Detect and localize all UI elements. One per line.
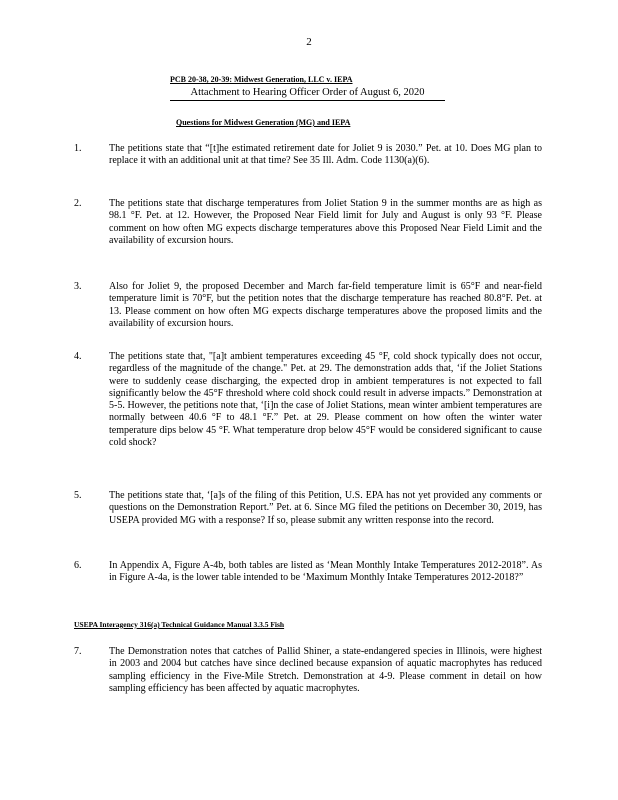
question-item <box>74 351 544 449</box>
question-item <box>74 560 544 585</box>
question-number: 5. <box>74 490 82 501</box>
question-text: In Appendix A, Figure A-4b, both tables are listed as ‘Mean Monthly Intake Temperatures 2012-2018”. As in Figure A-4a, is the lower table intended to be ‘Maximum Monthly Intake Temperatures 2012-2018?” <box>109 560 542 584</box>
page-number: 2 <box>306 36 312 48</box>
attachment-title: Attachment to Hearing Officer Order of August 6, 2020 <box>170 87 445 101</box>
questions-heading: Questions for Midwest Generation (MG) and IEPA <box>176 118 351 127</box>
question-number: 4. <box>74 351 82 362</box>
question-item <box>74 281 544 330</box>
question-text: The petitions state that, ‘[a]s of the filing of this Petition, U.S. EPA has not yet provided any comments or questions on the Demonstration Report.” Pet. at 6. Since MG filed the petitions on December 30, 2019, has USEPA provided MG with a response? If so, please submit any written response into the record. <box>109 490 542 526</box>
question-item <box>74 198 544 247</box>
question-number: 2. <box>74 198 82 209</box>
question-number: 7. <box>74 646 82 657</box>
section-heading: USEPA Interagency 316(a) Technical Guidance Manual 3.3.5 Fish <box>74 620 285 629</box>
question-text: Also for Joliet 9, the proposed December and March far-field temperature limit is 65°F and near-field temperature limit is 70°F, but the petition notes that the discharge temperature has reached 80.8°F. Pet. at 13. Please comment on how often MG expects discharge temperatures above the proposed limits and the availability of excursion hours. <box>109 281 542 329</box>
case-caption: PCB 20-38, 20-39: Midwest Generation, LLC v. IEPA <box>170 75 353 84</box>
question-text: The petitions state that discharge temperatures from Joliet Station 9 in the summer months are as high as 98.1 °F. Pet. at 12. However, the Proposed Near Field limit for July and August is only 93 °F. Please comment on how often MG expects discharge temperatures above this Proposed Near Field Limit and the availability of excursion hours. <box>109 198 542 246</box>
question-item <box>74 646 544 695</box>
question-number: 1. <box>74 143 82 154</box>
question-item <box>74 490 544 527</box>
question-text: The petitions state that, "[a]t ambient temperatures exceeding 45 °F, cold shock typically does not occur, regardless of the magnitude of the change." Pet. at 29. The demonstration adds that, ‘if the Joliet Stations were to suddenly cease discharging, the expected drop in ambient temperatures is not expected to fall significantly below the 45°F threshold where cold shock could result in adverse impacts.” Demonstration at 5-5. However, the petitions note that, ‘[i]n the case of Joliet Stations, mean winter ambient temperatures are normally between 40.6 °F to 48.1 °F.” Pet. at 29. Please comment on how often the winter water temperature dips below 45 °F. What temperature drop below 45°F would be considered significant to cause cold shock? <box>109 351 542 449</box>
question-text: The Demonstration notes that catches of Pallid Shiner, a state-endangered species in Illinois, were highest in 2003 and 2004 but catches have since declined because expansion of aquatic macrophytes has reduced sampling efficiency in the Five-Mile Stretch. Demonstration at 4-9. Please comment in detail on how sampling efficiency has been affected by aquatic macrophytes. <box>109 646 542 694</box>
question-number: 6. <box>74 560 82 571</box>
question-item <box>74 143 544 168</box>
question-number: 3. <box>74 281 82 292</box>
question-text: The petitions state that “[t]he estimated retirement date for Joliet 9 is 2030.” Pet. at 10. Does MG plan to replace it with an additional unit at that time? See 35 Ill. Adm. Code 1130(a)(6). <box>109 143 542 167</box>
